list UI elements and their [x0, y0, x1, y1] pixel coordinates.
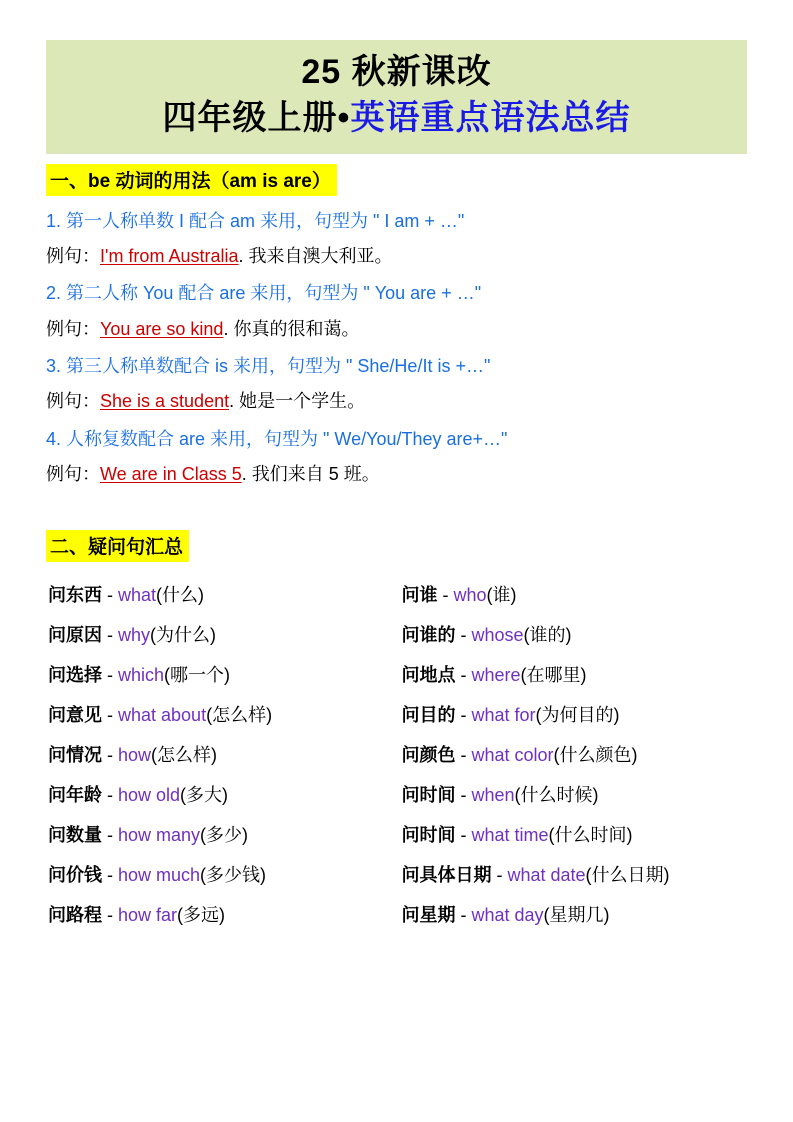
question-word: what time — [471, 825, 549, 846]
title-line-2-subject: 英语重点语法总结 — [350, 98, 631, 137]
dash: - — [102, 585, 118, 606]
question-word: what day — [471, 905, 544, 926]
table-row — [46, 894, 747, 934]
example-english: You are so kind — [100, 318, 224, 339]
example-chinese: . 你真的很和蔼。 — [223, 318, 360, 339]
dash: - — [455, 625, 472, 646]
dash: - — [102, 705, 118, 726]
section-2-heading-wrap — [46, 520, 747, 562]
question-label: 问情况 — [48, 745, 102, 766]
rule-line: 3. 第三人称单数配合 is 来用，句型为 " She/He/It is +…" — [46, 355, 491, 376]
question-word: who — [453, 585, 487, 606]
example-line — [46, 462, 747, 486]
dash: - — [102, 905, 118, 926]
dash: - — [455, 825, 472, 846]
section-2-heading: 二、疑问句汇总 — [46, 530, 189, 562]
question-label: 问颜色 — [401, 745, 456, 766]
question-word: what color — [471, 745, 554, 766]
example-chinese: . 我们来自 5 班。 — [241, 463, 380, 484]
question-gloss: (什么时候) — [514, 785, 599, 806]
question-gloss: (多少) — [200, 825, 249, 846]
table-row — [46, 814, 747, 854]
table-cell-left — [46, 854, 375, 894]
question-word: what for — [471, 705, 536, 726]
dash: - — [455, 745, 472, 766]
question-word: how far — [118, 905, 178, 926]
table-cell-left — [46, 614, 375, 654]
question-label: 问目的 — [401, 705, 456, 726]
question-label: 问具体日期 — [401, 865, 492, 886]
rule-line: 4. 人称复数配合 are 来用，句型为 " We/You/They are+…" — [46, 428, 508, 449]
table-row — [46, 574, 747, 614]
question-word: how old — [118, 785, 181, 806]
example-label: 例句： — [46, 391, 100, 412]
example-english: I'm from Australia — [100, 246, 239, 267]
dash: - — [102, 665, 118, 686]
question-label: 问时间 — [401, 825, 456, 846]
table-row — [46, 694, 747, 734]
question-gloss: (什么颜色) — [553, 745, 638, 766]
question-label: 问数量 — [48, 825, 102, 846]
dash: - — [455, 705, 472, 726]
table-cell-left — [46, 574, 375, 614]
dash: - — [437, 585, 454, 606]
question-gloss: (在哪里) — [520, 665, 587, 686]
example-label: 例句： — [46, 463, 100, 484]
question-gloss: (多远) — [177, 905, 226, 926]
question-word: how — [118, 745, 152, 766]
question-label: 问年龄 — [48, 785, 102, 806]
table-row — [46, 774, 747, 814]
question-gloss: (什么时间) — [548, 825, 633, 846]
question-label: 问价钱 — [48, 865, 102, 886]
table-cell-right — [375, 654, 747, 694]
table-cell-right — [375, 734, 747, 774]
table-cell-right — [375, 614, 747, 654]
table-cell-right — [375, 694, 747, 734]
question-gloss: (多少钱) — [200, 865, 267, 886]
question-gloss: (为何目的) — [535, 705, 620, 726]
table-row — [46, 614, 747, 654]
title-banner — [46, 40, 747, 154]
question-word: why — [118, 625, 151, 646]
example-line — [46, 389, 747, 413]
table-row — [46, 734, 747, 774]
title-line-1: 25 秋新课改 — [301, 53, 492, 91]
dash: - — [102, 625, 118, 646]
question-label: 问原因 — [48, 625, 102, 646]
table-row — [46, 654, 747, 694]
question-word: how many — [118, 825, 201, 846]
dash: - — [102, 785, 118, 806]
question-word: how much — [118, 865, 201, 886]
title-line-2-grade: 四年级上册• — [162, 98, 351, 137]
title-line-2 — [46, 96, 747, 142]
question-label: 问谁 — [401, 585, 438, 606]
question-label: 问意见 — [48, 705, 102, 726]
question-label: 问时间 — [401, 785, 456, 806]
table-cell-right — [375, 854, 747, 894]
dash: - — [455, 785, 472, 806]
question-gloss: (多大) — [180, 785, 229, 806]
example-chinese: . 她是一个学生。 — [229, 391, 366, 412]
section-1-heading: 一、be 动词的用法（am is are） — [46, 164, 337, 196]
table-cell-right — [375, 574, 747, 614]
question-label: 问路程 — [48, 905, 102, 926]
dash: - — [102, 825, 118, 846]
section-1-heading-wrap — [46, 154, 747, 196]
example-label: 例句： — [46, 246, 100, 267]
question-label: 问地点 — [401, 665, 456, 686]
table-row — [46, 854, 747, 894]
example-english: We are in Class 5 — [100, 463, 242, 484]
question-label: 问谁的 — [401, 625, 456, 646]
table-cell-right — [375, 814, 747, 854]
question-word: what — [118, 585, 157, 606]
dash: - — [102, 865, 118, 886]
question-label: 问选择 — [48, 665, 102, 686]
question-gloss: (怎么样) — [151, 745, 218, 766]
question-gloss: (谁的) — [523, 625, 572, 646]
question-gloss: (为什么) — [150, 625, 217, 646]
question-word: what about — [118, 705, 207, 726]
table-cell-left — [46, 814, 375, 854]
question-word: whose — [471, 625, 524, 646]
table-cell-left — [46, 694, 375, 734]
example-line — [46, 317, 747, 341]
rule-line: 1. 第一人称单数 I 配合 am 来用，句型为 " I am + …" — [46, 210, 465, 231]
question-label: 问星期 — [401, 905, 456, 926]
table-cell-left — [46, 894, 375, 934]
question-label: 问东西 — [48, 585, 102, 606]
rule-line: 2. 第二人称 You 配合 are 来用，句型为 " You are + …" — [46, 283, 482, 304]
example-english: She is a student — [100, 391, 230, 412]
example-label: 例句： — [46, 318, 100, 339]
dash: - — [455, 665, 472, 686]
question-words-table — [46, 574, 747, 934]
question-gloss: (星期几) — [543, 905, 610, 926]
table-cell-left — [46, 774, 375, 814]
question-gloss: (哪一个) — [164, 665, 231, 686]
table-cell-right — [375, 894, 747, 934]
question-word: which — [118, 665, 165, 686]
question-word: when — [471, 785, 515, 806]
example-chinese: . 我来自澳大利亚。 — [238, 246, 393, 267]
section-1-rules — [46, 209, 747, 486]
example-line — [46, 244, 747, 268]
question-word: where — [471, 665, 521, 686]
dash: - — [102, 745, 118, 766]
question-gloss: (什么日期) — [585, 865, 670, 886]
section-1 — [46, 154, 747, 486]
table-cell-right — [375, 774, 747, 814]
table-cell-left — [46, 654, 375, 694]
question-gloss: (谁) — [486, 585, 517, 606]
section-2 — [46, 520, 747, 934]
question-gloss: (什么) — [156, 585, 205, 606]
dash: - — [491, 865, 508, 886]
dash: - — [455, 905, 472, 926]
table-cell-left — [46, 734, 375, 774]
question-gloss: (怎么样) — [206, 705, 273, 726]
question-word: what date — [507, 865, 586, 886]
